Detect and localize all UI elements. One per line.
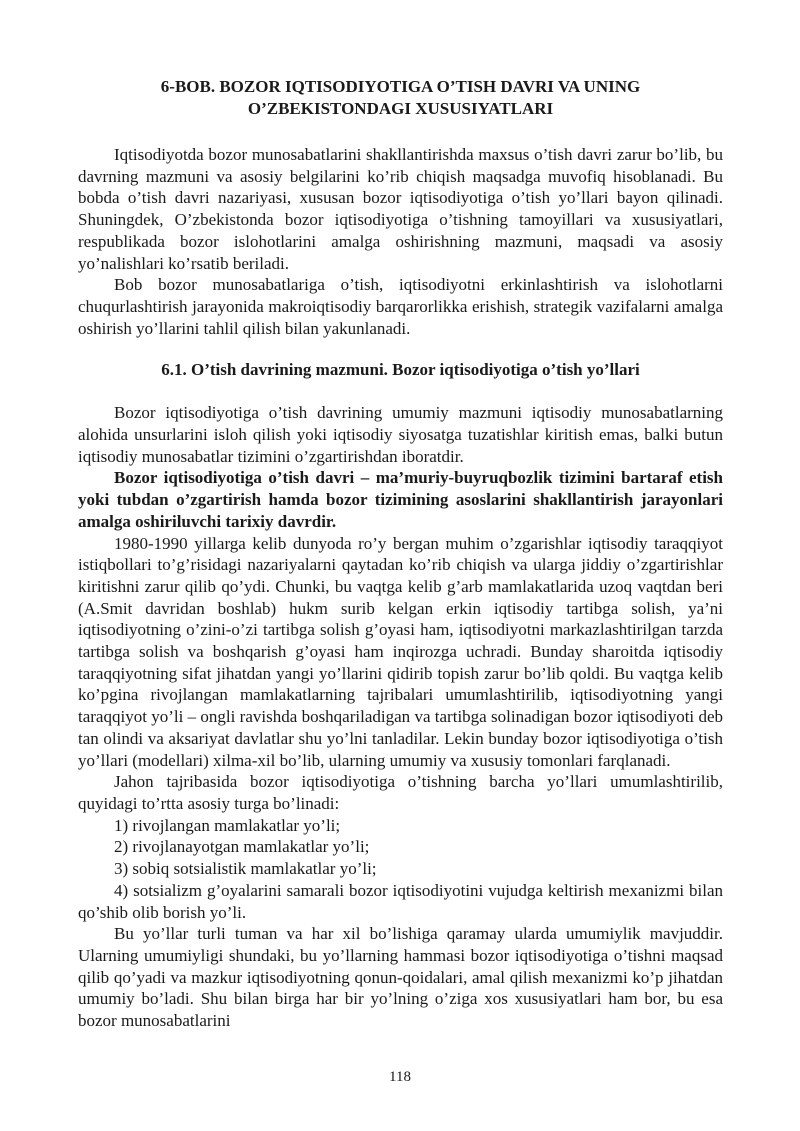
body-paragraph: Jahon tajribasida bozor iqtisodiyotiga o’tishning barcha yo’llari umumlashtirilib, quyidagi to’rtta asosiy turga bo’linadi: — [78, 772, 723, 813]
definition-paragraph: Bozor iqtisodiyotiga o’tish davri – ma’muriy-buyruqbozlik tizimini bartaraf etish yoki tubdan o’zgartirish hamda bozor tizimining asoslarini shakllantirish jarayonlari amalga oshiriluvchi tarixiy davrdir. — [78, 468, 723, 531]
list-item: 2) rivojlanayotgan mamlakatlar yo’li; — [114, 837, 370, 857]
list-item: 1) rivojlangan mamlakatlar yo’li; — [114, 815, 341, 835]
body-paragraph: Bu yo’llar turli tuman va har xil bo’lishiga qaramay ularda umumiylik mavjuddir. Ularning umumiyligi shundaki, bu yo’llarning hammasi bozor iqtisodiyotiga o’tishni maqsad qilib qo’yadi va mazkur iqtisodiyotning qonun-qoidalari, amal qilish mexanizmi ko’p jihatdan umumiy bo’ladi. Shu bilan birga har bir yo’lning o’ziga xos xususiyatlari ham bor, bu esa bozor munosabatlarini — [78, 924, 723, 1031]
chapter-title-line-1: 6-BOB. BOZOR IQTISODIYOTIGA O’TISH DAVRI VA UNING — [160, 77, 641, 96]
section-title: 6.1. O’tish davrining mazmuni. Bozor iqtisodiyotiga o’tish yo’llari — [161, 360, 640, 380]
chapter-title — [78, 76, 723, 120]
list-item: 4) sotsializm g’oyalarini samarali bozor iqtisodiyotini vujudga keltirish mexanizmi bilan qo’shib olib borish yo’li. — [78, 880, 723, 922]
intro-paragraph: Iqtisodiyotda bozor munosabatlarini shakllantirishda maxsus o’tish davri zarur bo’lib, bu davrning mazmuni va asosiy belgilarini ko’rib chiqish maqsadga muvofiq hisoblanadi. Bu bobda o’tish davri nazariyasi, xususan bozor iqtisodiyotiga o’tish yo’llari bayon qilinadi. Shuningdek, O’zbekistonda bozor iqtisodiyotiga o’tishning tamoyillari va xususiyatlari, respublikada bozor islohotlarini amalga oshirishning mazmuni, maqsadi va asosiy yo’nalishlari ko’rsatib beriladi. — [78, 145, 723, 273]
body-paragraph: 1980-1990 yillarga kelib dunyoda ro’y bergan muhim o’zgarishlar iqtisodiy taraqqiyot istiqbollari to’g’risidagi nazariyalarni qaytadan ko’rib chiqish va ularga jiddiy o’zgartirishlar kiritishni zarur qilib qo’ydi. Chunki, bu vaqtga kelib g’arb mamlakatlarida uzoq vaqtdan beri (A.Smit davridan boshlab) hukm surib kelgan erkin iqtisodiy tartibga solish, ya’ni iqtisodiyotning o’zini-o’zi tartibga solish g’oyasi ham, iqtisodiyotni markazlashtirilgan tarzda tartibga solish va boshqarish g’oyasi ham inqirozga uchradi. Bunday sharoitda iqtisodiy taraqqiyotning sifat jihatdan yangi yo’llarini qidirib topish zarur bo’lib qoldi. Bu vaqtga kelib ko’pgina rivojlangan mamlakatlarning tajribalari umumlashtirilib, iqtisodiyotning yangi taraqqiyot yo’li – ongli ravishda boshqariladigan va tartibga solinadigan bozor iqtisodiyoti deb tan olindi va aksariyat davlatlar shu yo’lni tanladilar. Lekin bunday bozor iqtisodiyotiga o’tish yo’llari (modellari) xilma-xil bo’lib, ularning umumiy va xususiy tomonlari farqlanadi. — [78, 533, 723, 770]
list-item: 3) sobiq sotsialistik mamlakatlar yo’li; — [114, 859, 377, 879]
page-number: 118 — [389, 1069, 411, 1085]
body-paragraph: Bozor iqtisodiyotiga o’tish davrining umumiy mazmuni iqtisodiy munosabatlarning alohida unsurlarini isloh qilish yoki iqtisodiy siyosatga tuzatishlar kiritish emas, balki butun iqtisodiy munosabatlar tizimini o’zgartirishdan iboratdir. — [78, 403, 723, 466]
chapter-title-line-2: O’ZBEKISTONDAGI XUSUSIYATLARI — [247, 99, 554, 118]
intro-paragraph: Bob bozor munosabatlariga o’tish, iqtisodiyotni erkinlashtirish va islohotlarni chuqurlashtirish jarayonida makroiqtisodiy barqarorlikka erishish, strategik vazifalarni amalga oshirish yo’llarini tahlil qilish bilan yakunlanadi. — [78, 275, 723, 338]
